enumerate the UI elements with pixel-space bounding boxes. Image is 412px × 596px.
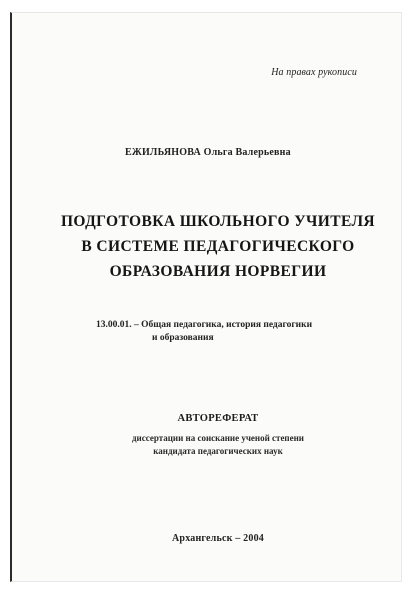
specialty-line: и образования: [152, 333, 214, 343]
author-name: ЕЖИЛЬЯНОВА Ольга Валерьевна: [125, 147, 291, 158]
abstract-heading: АВТОРЕФЕРАТ: [177, 413, 259, 424]
dissertation-title: [52, 209, 384, 284]
title-line: ОБРАЗОВАНИЯ НОРВЕГИИ: [109, 263, 327, 280]
manuscript-note: На правах рукописи: [271, 67, 357, 78]
abstract-description-line: диссертации на соискание ученой степени: [132, 433, 304, 443]
specialty-code: [96, 319, 386, 345]
document-page: [10, 12, 402, 582]
abstract-description-line: кандидата педагогических наук: [153, 446, 283, 456]
city-year: Архангельск – 2004: [172, 533, 264, 544]
title-line: В СИСТЕМЕ ПЕДАГОГИЧЕСКОГО: [81, 238, 355, 255]
specialty-line: 13.00.01. – Общая педагогика, история педагогики: [96, 320, 313, 330]
title-line: ПОДГОТОВКА ШКОЛЬНОГО УЧИТЕЛЯ: [60, 213, 376, 230]
abstract-description: [52, 432, 384, 458]
